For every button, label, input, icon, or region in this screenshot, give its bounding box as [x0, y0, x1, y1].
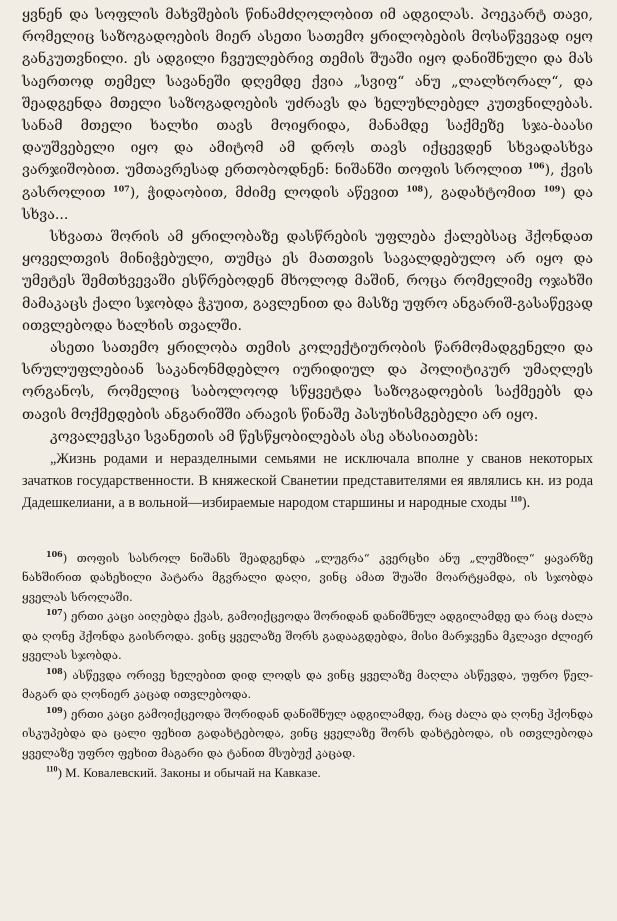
- paragraph-1: [22, 4, 593, 226]
- footnote-number: 107: [46, 607, 63, 618]
- paragraph-1-text-2: ), ქვის გასროლით: [22, 162, 593, 201]
- paragraph-3: ასეთი სათემო ყრილობა თემის კოლექტიურობის წარმომადგენელი და სრულუფლებიან საკანონმდებლო იურიდიულ და პოლიტიკურ უმაღლეს ორგანოს, რომელიც საბოლოოდ სწყვეტდა საზოგადოების საქმეებს და თავის მოქმედების ანგარიშში არავის წინაშე პასუხისმგებელი არ იყო.: [22, 340, 593, 423]
- paragraph-1-text-4: ), გადახტომით: [423, 184, 536, 201]
- footnote-number: 108: [46, 665, 63, 676]
- footnote-110: [22, 763, 593, 783]
- paragraph-4: კოვალევსკი სვანეთის ამ წესწყობილებას ასე ახასიათებს:: [50, 428, 479, 445]
- footnote-number: 110: [46, 764, 58, 774]
- footnote-109: [22, 705, 593, 764]
- footnote-text: ) ასწევდა ორივე ხელებით დიდ ლოდს და ვინც ყველაზე მაღლა ასწევდა, უფრო წელ-მაგარ და ღონიერ კაცად ითვლებოდა.: [22, 667, 593, 702]
- footnote-ref-109[interactable]: 109: [543, 182, 561, 193]
- footnote-ref-107[interactable]: 107: [113, 182, 130, 193]
- russian-quote-text: „Жизнь родами и неразделными семьями не исключала вполне у сванов некоторых зачатков государственности. В княжеской Сванетии представителями ея являлись кн. из рода Дадешкелиани, а в вольной—избираемые народом старшины и народные сходы: [22, 451, 593, 512]
- russian-quote: [22, 448, 593, 515]
- footnote-text: ) ერთი კაცი გამოიქცეოდა შორიდან დანიშნულ ადგილამდე, რაც ძალა და ღონე ჰქონდა ისკუპებდა და ცალი ფეხით გადახტებოდა, ვინც ყველაზე შორს დახტებოდა, ის ითვლებოდა ყველაზე უფრო ფეხით მაგარი და ტანით მსუბუქ კაცად.: [22, 706, 593, 760]
- footnotes: [22, 549, 593, 783]
- main-text: [22, 4, 593, 515]
- paragraph-1-text-3: ), ჭიდაობით, მძიმე ლოდის აწევით: [129, 184, 399, 201]
- russian-quote-end: ).: [521, 495, 531, 512]
- footnote-number: 109: [46, 704, 63, 715]
- paragraph-1-text: ყვნენ და სოფლის მახვშების წინამძღოლობით იმ ადგილას. პოეკარტ თავი, რომელიც საზოგადოების მიერ ასეთი სათემო ყრილობების მოსაწვევად იყო განკუთვნილი. ეს ადგილი ჩვეულებრივ თემის შუაში იყო დანიშნული და მას საერთოდ თემელ სავანეში დღემდე ქვია „სვიფ“ ანუ „ლალხორალ“, და შეადგენდა მთელი საზოგადოების უძრავს და ხელუხლებელ კუთვნილებას. სანამ მთელი ხალხი თავს მოიყრიდა, მანამდე საქმეზე სჯა-ბაასი დაუშვებელი იყო და ამიტომ ამ დროს თავს იქცევდენ სხვადასხვა ვარჯიშობით. უმთავრესად ერთობოდნენ: ნიშანში თოფის სროლით: [22, 7, 593, 179]
- footnote-number: 106: [46, 548, 63, 559]
- footnote-108: [22, 666, 593, 705]
- footnote-text: ) М. Ковалевский. Законы и обычай на Кавказе.: [57, 765, 321, 781]
- footnote-ref-106[interactable]: 106: [527, 160, 545, 171]
- footnote-text: ) თოფის სასროლ ნიშანს შეადგენდა „ლუგრა“ კვერცხი ანუ „ლუმზილ“ ყავარზე ნახშირით დახეხილი პატარა მგვრალი დაღი, ვინც ამათ შუაში მოარტყამდა, ის სჯობდა ყველას სროლაში.: [22, 550, 593, 604]
- footnote-107: [22, 607, 593, 666]
- paragraph-1-text-5: ) და სხვა...: [22, 184, 594, 223]
- paragraph-2: სხვათა შორის ამ ყრილობაზე დასწრების უფლება ქალებსაც ჰქონდათ ყოველთვის მინიჭებული, თუმცა ეს მათთვის სავალდებულო არ იყო და უმეტეს შემთხვევაში ესწრებოდენ მხოლოდ მაშინ, როცა რომელიმე ოჯახში მამაკაცს ქალი სჯობდა ჭკუით, გავლენით და მასზე უფრო ანგარიშ-გასაწევად ითვლებოდა ხალხის თვალში.: [22, 229, 593, 334]
- footnote-text: ) ერთი კაცი აიღებდა ქვას, გამოიქცეოდა შორიდან დანიშნულ ადგილამდე და რაც ძალა და ღონე ჰქონდა გაისროდა. ვინც ყველაზე შორს გადააგდებდა, მისი მარჯვენა მკლავი ძლიერ ყველას სჯობდა.: [22, 609, 593, 663]
- footnote-ref-108[interactable]: 108: [406, 182, 424, 193]
- footnote-ref-110[interactable]: 110: [510, 494, 522, 504]
- footnote-106: [22, 549, 593, 608]
